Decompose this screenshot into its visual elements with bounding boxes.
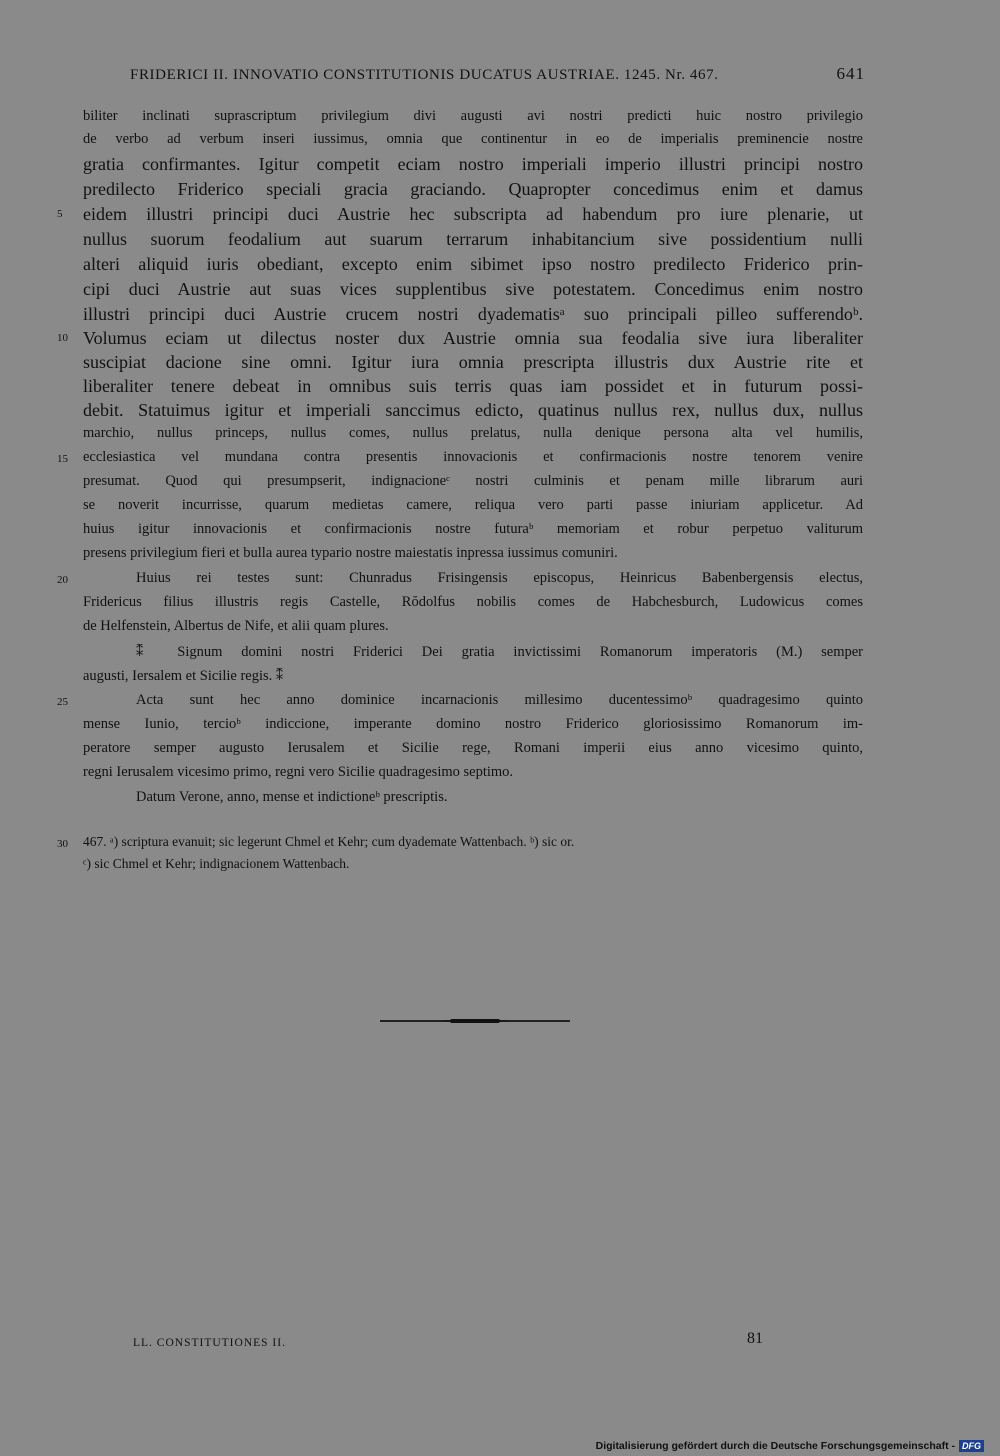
line-number: 20	[57, 574, 68, 586]
text-line: ⁑ Signum domini nostri Friderici Dei gratia invictissimi Romanorum imperatoris (M.) semper	[136, 644, 863, 660]
line-number: 30	[57, 838, 68, 850]
text-line: peratore semper augusto Ierusalem et Sicilie rege, Romani imperii eius anno vicesimo quinto,	[83, 740, 863, 756]
text-line: presens privilegium fieri et bulla aurea typario nostre maiestatis inpressa iussimus comuniri.	[83, 545, 618, 561]
footnote-line: ᶜ) sic Chmel et Kehr; indignacionem Wattenbach.	[83, 856, 350, 871]
text-line: nullus suorum feodalium aut suarum terrarum inhabitancium sive possidentium nulli	[83, 229, 863, 249]
text-line: Datum Verone, anno, mense et indictioneᵇ prescriptis.	[136, 789, 448, 805]
text-line: marchio, nullus princeps, nullus comes, nullus prelatus, nulla denique persona alta vel humilis,	[83, 425, 863, 441]
text-line: Volumus eciam ut dilectus noster dux Austrie omnia sua feodalia sive iura liberaliter	[83, 328, 863, 348]
footnote-line: 467. ᵃ) scriptura evanuit; sic legerunt Chmel et Kehr; cum dyademate Wattenbach. ᵇ) sic or.	[83, 834, 575, 849]
page-number: 641	[836, 64, 865, 83]
text-line: gratia confirmantes. Igitur competit eciam nostro imperiali imperio illustri principi nostro	[83, 154, 863, 174]
sheet-signature: 81	[747, 1330, 763, 1347]
text-line: se noverit incurrisse, quarum medietas camere, reliqua vero parti passe iniuriam applicetur. Ad	[83, 497, 863, 513]
end-rule	[380, 1020, 570, 1022]
funding-text: Digitalisierung gefördert durch die Deutsche Forschungsgemeinschaft -	[595, 1440, 955, 1452]
line-number: 10	[57, 332, 68, 344]
text-line: regni Ierusalem vicesimo primo, regni vero Sicilie quadragesimo septimo.	[83, 764, 514, 780]
text-line: cipi duci Austrie aut suas vices supplentibus sive potestatem. Concedimus enim nostro	[83, 279, 863, 299]
text-line: de Helfenstein, Albertus de Nife, et alii quam plures.	[83, 618, 389, 634]
line-number: 5	[57, 208, 63, 220]
funding-note	[596, 1439, 984, 1453]
line-number: 15	[57, 453, 68, 465]
text-line: eidem illustri principi duci Austrie hec subscripta ad habendum pro iure plenarie, ut	[83, 204, 863, 224]
text-line: huius igitur innovacionis et confirmacionis nostre futuraᵇ memoriam et robur perpetuo valiturum	[83, 521, 863, 537]
dfg-logo: DFG	[959, 1440, 984, 1452]
text-line: Fridericus filius illustris regis Castelle, Rŏdolfus nobilis comes de Habchesburch, Ludowicus comes	[83, 594, 863, 610]
text-line: Huius rei testes sunt: Chunradus Frisingensis episcopus, Heinricus Babenbergensis electus,	[136, 570, 863, 586]
text-line: alteri aliquid iuris obediant, excepto enim sibimet ipso nostro predilecto Friderico prin-	[83, 254, 863, 274]
text-line: debit. Statuimus igitur et imperiali sanccimus edicto, quatinus nullus rex, nullus dux, nullus	[83, 400, 863, 420]
series-footer: LL. CONSTITUTIONES II.	[133, 1337, 286, 1349]
text-line: augusti, Iersalem et Sicilie regis. ⁑	[83, 668, 284, 684]
text-line: liberaliter tenere debeat in omnibus suis terris quas iam possidet et in futurum possi-	[83, 376, 863, 396]
text-line: ecclesiastica vel mundana contra presentis innovacionis et confirmacionis nostre tenorem venire	[83, 449, 863, 465]
text-line: presumat. Quod qui presumpserit, indignacioneᶜ nostri culminis et penam mille librarum auri	[83, 473, 863, 489]
text-line: biliter inclinati suprascriptum privilegium divi augusti avi nostri predicti huic nostro privilegio	[83, 108, 863, 124]
text-line: predilecto Friderico speciali gracia graciando. Quapropter concedimus enim et damus	[83, 179, 863, 199]
text-line: suscipiat dacione sine omni. Igitur iura omnia prescripta illustris dux Austrie rite et	[83, 352, 863, 372]
running-header	[130, 64, 865, 84]
text-line: illustri principi duci Austrie crucem nostri dyadematisᵃ suo principali pilleo sufferendoᵇ.	[83, 304, 863, 324]
line-number: 25	[57, 696, 68, 708]
running-title: FRIDERICI II. INNOVATIO CONSTITUTIONIS DUCATUS AUSTRIAE. 1245. Nr. 467.	[130, 67, 719, 83]
text-line: de verbo ad verbum inseri iussimus, omnia que continentur in eo de imperialis preminencie nostre	[83, 131, 863, 147]
text-line: mense Iunio, tercioᵇ indiccione, imperante domino nostro Friderico gloriosissimo Romanorum im-	[83, 716, 863, 732]
text-line: Acta sunt hec anno dominice incarnacionis millesimo ducentessimoᵇ quadragesimo quinto	[136, 692, 863, 708]
